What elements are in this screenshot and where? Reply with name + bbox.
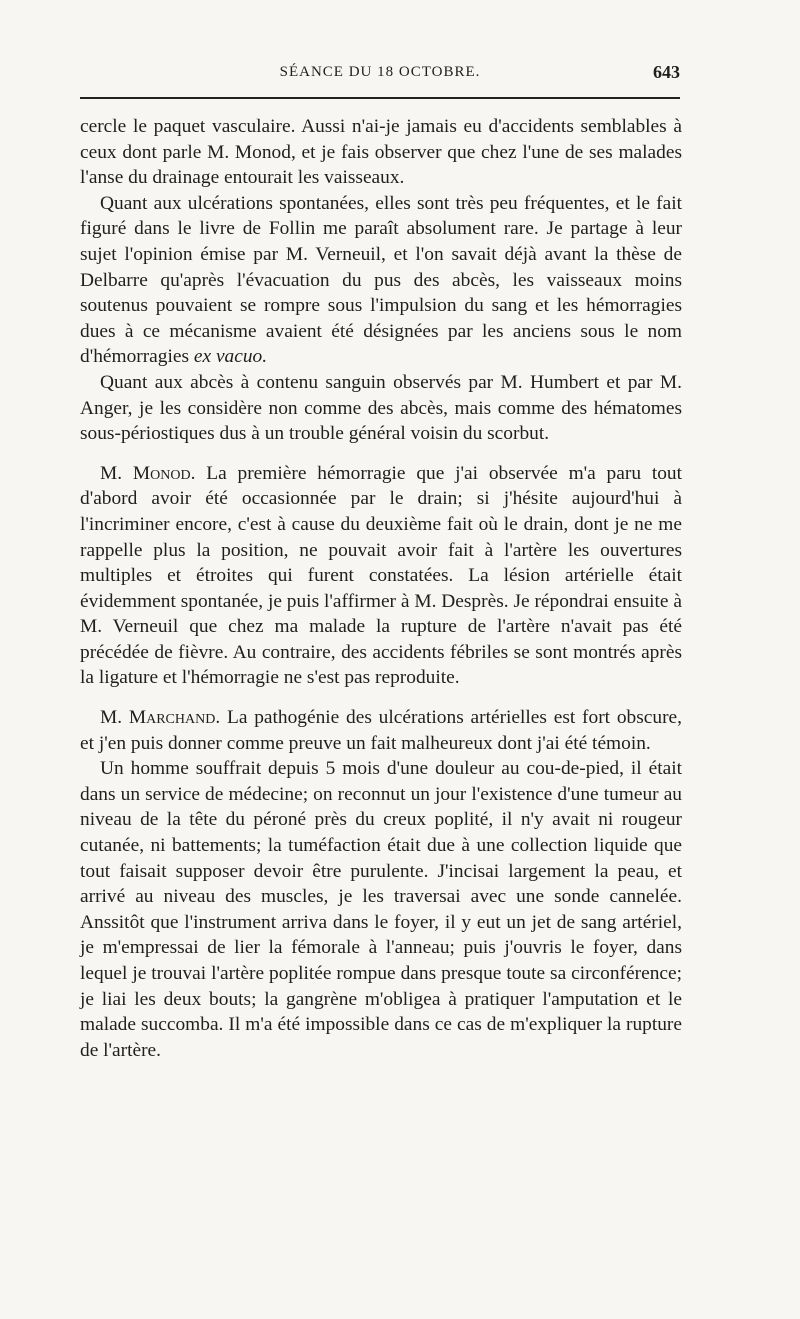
paragraph-case-report	[80, 756, 682, 1063]
speaker-name: M. Marchand.	[100, 707, 221, 729]
running-head: SÉANCE DU 18 OCTOBRE.	[279, 64, 481, 80]
speaker-name: M. Monod.	[100, 462, 196, 484]
paragraph-text: cercle le paquet vasculaire. Aussi n'ai-je jamais eu d'accidents semblables à ceux dont parle M. Monod, et je fais observer que chez l'une de ses malades l'anse du drainage entourait les vaisseaux.	[80, 116, 682, 189]
body-text	[80, 114, 682, 1063]
paragraph-ulcerations	[80, 191, 682, 370]
paragraph-text: La pathogénie des ulcérations artérielles est fort obscure, et j'en puis donner comme preuve un fait malheureux dont j'ai été témoin.	[80, 707, 682, 754]
paragraph-text: Quant aux abcès à contenu sanguin observés par M. Humbert et par M. Anger, je les considère non comme des abcès, mais comme des hématomes sous-périostiques dus à un trouble général voisin du scorbut.	[80, 371, 682, 445]
page-number: 643	[653, 62, 680, 82]
page-header	[80, 62, 680, 84]
paragraph-continuation	[80, 114, 682, 191]
paragraph-text: Un homme souffrait depuis 5 mois d'une douleur au cou-de-pied, il était dans un service de médecine; on reconnut un jour l'existence d'une tumeur au niveau de la tête du péroné près du creux poplité, il n'y avait ni rougeur cutanée, ni battements; la tuméfaction était due à une collection liquide que tout faisait supposer devoir être purulente. J'incisai largement la peau, et arrivé au niveau des muscles, je les traversai avec une sonde cannelée. Anssitôt que l'instrument arriva dans le foyer, il y eut un jet de sang artériel, je m'empressai de lier la fémorale à l'anneau; puis j'ouvris le foyer, dans lequel je trouvai l'artère poplitée rompue dans presque toute sa circonférence; je liai les deux bouts; la gangrène m'obligea à pratiquer l'amputation et le malade succomba. Il m'a été impossible dans ce cas de m'expliquer la rupture de l'artère.	[80, 758, 682, 1061]
paragraph-marchand	[80, 705, 682, 756]
paragraph-text: Quant aux ulcérations spontanées, elles sont très peu fréquentes, et le fait figuré dans le livre de Follin me paraît absolument rare. Je partage à leur sujet l'opinion émise par M. Verneuil, et l'on savait déjà avant la thèse de Delbarre qu'après l'évacuation du pus des abcès, les vaisseaux moins soutenus pouvaient se rompre sous l'impulsion du sang et les hémorragies dues à ce mécanisme avaient été désignées par les anciens sous le nom d'hémorragies	[80, 192, 682, 368]
paragraph-text: La première hémorragie que j'ai observée m'a paru tout d'abord avoir été occasionnée par le drain; si j'hésite aujourd'hui à l'incriminer encore, c'est à cause du deuxième fait où le drain, dont je ne me rappelle plus la position, ne pouvait avoir fait à l'artère les ouvertures multiples et étroites qui furent constatées. La lésion artérielle était évidemment spontanée, je puis l'affirmer à M. Desprès. Je répondrai ensuite à M. Verneuil que chez ma malade la rupture de l'artère n'avait pas été précédée de fièvre. Au contraire, des accidents fébriles se sont montrés après la ligature et l'hémorragie ne s'est pas reproduite.	[80, 462, 682, 689]
italic-phrase: ex vacuo.	[193, 346, 268, 368]
header-rule	[80, 97, 680, 99]
paragraph-monod	[80, 461, 682, 691]
paragraph-abces	[80, 370, 682, 447]
